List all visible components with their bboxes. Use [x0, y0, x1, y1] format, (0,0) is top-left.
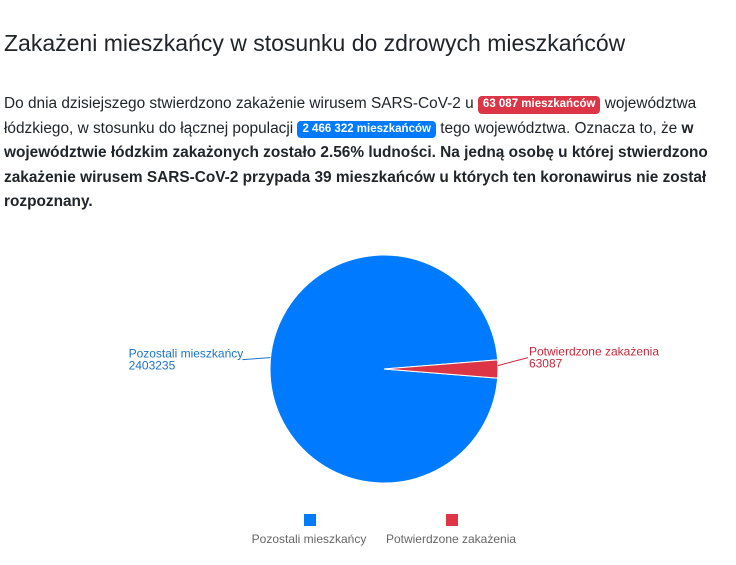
- summary-text-3: tego województwa. Oznacza to, że: [435, 119, 682, 137]
- summary-text-1: Do dnia dzisiejszego stwierdzono zakażenie wirusem SARS-CoV-2 u: [4, 95, 478, 112]
- summary-bold-text: w województwie łódzkim zakażonych zostało 2.56% ludności. Na jedną osobę u której stwierdzono zakażenie wirusem SARS-CoV-2 przypada 39 mieszkańców u których ten koronawirus nie został rozpoznany.: [4, 119, 708, 210]
- population-count-badge: 2 466 322 mieszkańców: [297, 121, 436, 139]
- summary-text-2: województwa łódzkiego, w stosunku do łącznej populacji: [4, 95, 697, 137]
- chart-legend[interactable]: [252, 514, 517, 546]
- legend-swatch-potwierdzone-zakazenia: [446, 514, 458, 526]
- pie-slices: [270, 255, 498, 483]
- leader-line-pozostali-mieszkancy: [243, 358, 271, 360]
- slice-value-pozostali-mieszkancy: 2403235: [128, 358, 176, 373]
- slice-value-potwierdzone-zakazenia: 63087: [528, 356, 563, 371]
- slice-label-pozostali-mieszkancy: Pozostali mieszkańcy: [128, 346, 244, 361]
- legend-item-potwierdzone-zakazenia[interactable]: [386, 514, 516, 546]
- legend-swatch-pozostali-mieszkancy: [304, 514, 316, 526]
- leader-line-potwierdzone-zakazenia: [498, 358, 528, 366]
- infected-count-badge: 63 087 mieszkańców: [478, 96, 601, 114]
- page-title: Zakażeni mieszkańcy w stosunku do zdrowych mieszkańców: [4, 30, 626, 56]
- slice-label-potwierdzone-zakazenia: Potwierdzone zakażenia: [528, 344, 660, 359]
- legend-label-pozostali-mieszkancy: Pozostali mieszkańcy: [251, 532, 367, 546]
- legend-label-potwierdzone-zakazenia: Potwierdzone zakażenia: [385, 532, 517, 546]
- legend-item-pozostali-mieszkancy[interactable]: [252, 514, 367, 546]
